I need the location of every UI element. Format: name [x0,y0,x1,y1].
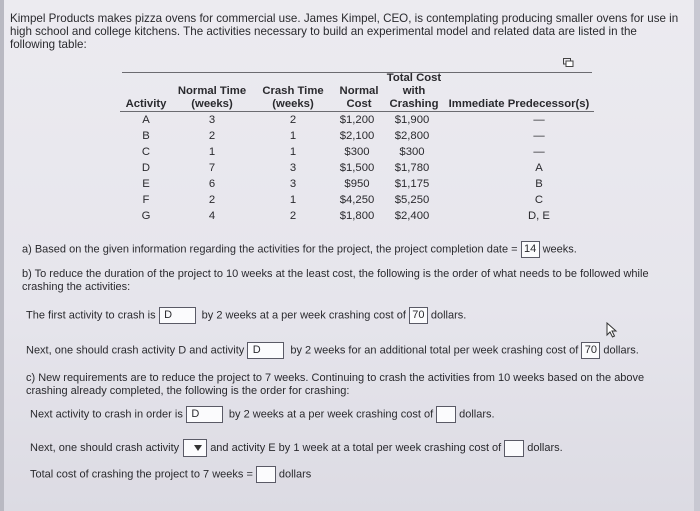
cell-activity: A [142,114,150,126]
cell-normal-cost: $4,250 [339,194,375,206]
cell-predecessor: D, E [528,210,550,222]
next-cost-field[interactable]: 70 [581,342,600,359]
question-c: c) New requirements are to reduce the project to 7 weeks. Continuing to crash the activities from 10 weeks based on the above crashing already completed, the following is the order for crashing: [26,372,645,397]
cell-total-cost: $1,175 [394,178,430,190]
cell-normal-time: 2 [208,130,216,142]
cell-normal-cost: $1,800 [339,210,375,222]
cell-predecessor: B [535,178,543,190]
cell-crash-time: 1 [289,146,297,158]
completion-weeks-field[interactable]: 14 [521,241,540,258]
activity-dropdown[interactable] [183,439,207,457]
cell-activity: E [142,178,150,190]
table-body [120,112,594,225]
activity-table [120,72,594,224]
cell-crash-time: 3 [289,162,297,174]
cell-total-cost: $2,800 [394,130,430,142]
cell-normal-time: 7 [208,162,216,174]
cell-normal-time: 2 [208,194,216,206]
cell-crash-time: 3 [289,178,297,190]
cell-crash-time: 2 [289,114,297,126]
table-row [120,144,594,160]
cell-normal-cost: $300 [344,146,370,158]
header-normal-cost: Normal Cost [334,72,384,112]
c-total-per-week-field[interactable] [504,440,524,457]
left-edge [0,0,4,511]
question-b-first: The first activity to crash is D by 2 weeks at a per week crashing cost of 70 dollars. [26,307,466,324]
header-crash-time: Crash Time (weeks) [252,72,334,112]
right-edge [694,0,700,511]
header-normal-time: Normal Time (weeks) [172,72,252,112]
copy-table-icon[interactable] [563,58,574,67]
cell-activity: D [141,162,151,174]
header-predecessor: Immediate Predecessor(s) [444,72,594,112]
cell-activity: C [141,146,151,158]
cell-predecessor: — [533,146,545,158]
cell-total-cost: $300 [399,146,425,158]
table-row [120,208,594,224]
cell-activity: G [141,210,151,222]
cell-predecessor: A [535,162,543,174]
question-b-next: Next, one should crash activity D and activity D by 2 weeks for an additional total per week crashing cost of 70 dollars. [26,342,639,359]
total-crash-cost-field[interactable] [256,466,276,483]
cell-predecessor: — [533,114,545,126]
cell-total-cost: $5,250 [394,194,430,206]
cell-normal-cost: $950 [344,178,370,190]
cell-normal-time: 3 [208,114,216,126]
table-row [120,176,594,192]
cell-total-cost: $1,780 [394,162,430,174]
question-b: b) To reduce the duration of the project to 10 weeks at the least cost, the following is the order of what needs to be followed while crashing the activities: [22,268,649,293]
chevron-down-icon [194,445,202,451]
question-a: a) Based on the given information regarding the activities for the project, the project completion date = 14 weeks. [22,241,577,258]
cell-normal-time: 4 [208,210,216,222]
c-activity-field[interactable]: D [186,406,205,423]
question-c-line3: Total cost of crashing the project to 7 weeks = dollars [30,466,311,483]
first-cost-field[interactable]: 70 [409,307,428,324]
next-activity-field[interactable]: D [247,342,266,359]
cell-normal-cost: $1,200 [339,114,375,126]
header-total-cost: Total Cost with Crashing [384,72,444,112]
cell-crash-time: 2 [289,210,297,222]
cell-total-cost: $1,900 [394,114,430,126]
cell-total-cost: $2,400 [394,210,430,222]
c-cost-field[interactable] [436,406,456,423]
cell-crash-time: 1 [289,130,297,142]
table-row [120,192,594,208]
table-row [120,160,594,176]
problem-intro: Kimpel Products makes pizza ovens for commercial use. James Kimpel, CEO, is contemplating producing smaller ovens for use in high school and college kitchens. The activities necessary to build an experimental model and related data are listed in the following table: [10,12,679,51]
table-row [120,128,594,144]
question-c-line2: Next, one should crash activity and activity E by 1 week at a total per week crashing cost of dollars. [30,439,563,457]
cell-normal-cost: $1,500 [339,162,375,174]
question-c-line1: Next activity to crash in order is D by 2 weeks at a per week crashing cost of dollars. [30,406,495,423]
cell-activity: F [142,194,150,206]
cell-normal-cost: $2,100 [339,130,375,142]
cell-crash-time: 1 [289,194,297,206]
mouse-pointer-icon [606,322,620,338]
cell-predecessor: C [534,194,544,206]
cell-activity: B [142,130,150,142]
cell-normal-time: 6 [208,178,216,190]
first-activity-field[interactable]: D [159,307,178,324]
header-activity: Activity [120,72,172,112]
cell-predecessor: — [533,130,545,142]
cell-normal-time: 1 [208,146,216,158]
table-row [120,112,594,129]
